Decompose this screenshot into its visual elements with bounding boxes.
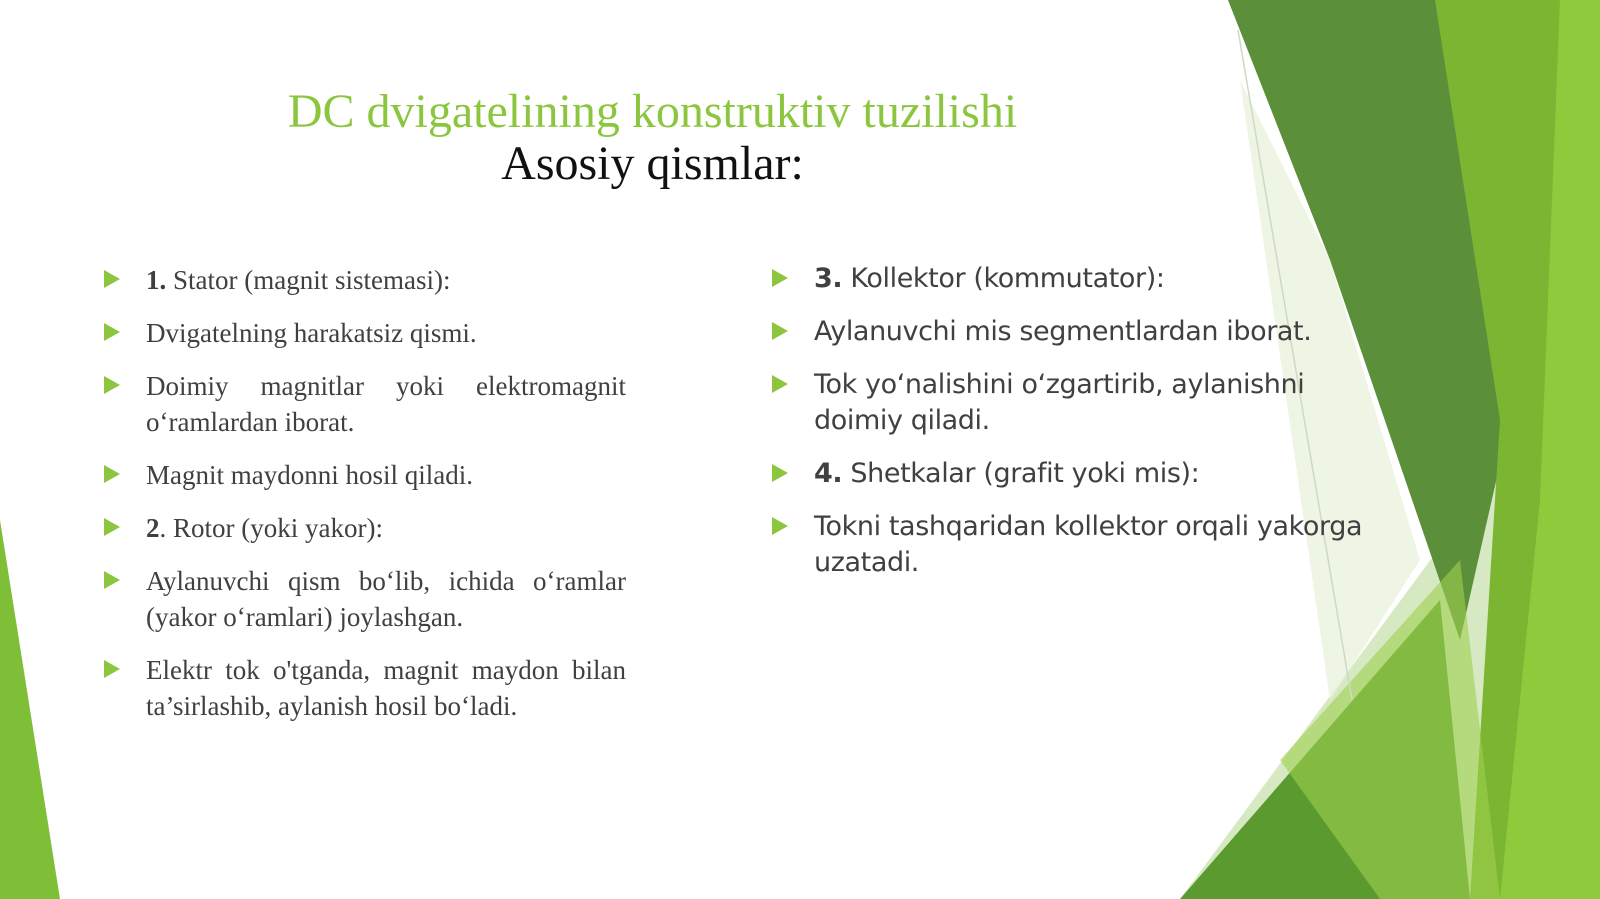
item-text: Magnit maydonni hosil qiladi.: [146, 460, 473, 490]
item-text: Stator (magnit sistemasi):: [166, 265, 451, 295]
list-item: [100, 510, 626, 546]
slide-title: DC dvigatelining konstruktiv tuzilishi: [287, 85, 1018, 138]
triangle-right-icon: [104, 518, 120, 536]
list-item: [768, 314, 1368, 350]
title-block: [120, 85, 1185, 190]
list-item: [100, 652, 626, 724]
item-number: 2: [146, 513, 160, 543]
triangle-right-icon: [772, 464, 788, 482]
item-number: 4.: [814, 458, 843, 489]
list-item: [100, 262, 626, 298]
item-text: Kollektor (kommutator):: [842, 263, 1165, 294]
list-item: [100, 563, 626, 635]
triangle-right-icon: [104, 323, 120, 341]
item-text: Tok yo‘nalishini o‘zgartirib, aylanishni doimiy qiladi.: [814, 369, 1305, 436]
left-bullet-list: [100, 262, 626, 741]
triangle-right-icon: [104, 270, 120, 288]
triangle-right-icon: [104, 660, 120, 678]
item-text: Tokni tashqaridan kollektor orqali yakorga uzatadi.: [814, 511, 1363, 578]
item-text: Aylanuvchi mis segmentlardan iborat.: [814, 316, 1312, 347]
triangle-right-icon: [772, 322, 788, 340]
item-text: Aylanuvchi qism bo‘lib, ichida o‘ramlar (yakor o‘ramlari) joylashgan.: [146, 566, 626, 632]
item-number: 1.: [146, 265, 167, 295]
triangle-right-icon: [772, 375, 788, 393]
item-text: Doimiy magnitlar yoki elektromagnit o‘ramlardan iborat.: [146, 371, 626, 437]
item-text: Dvigatelning harakatsiz qismi.: [146, 318, 477, 348]
slide-subtitle: Asosiy qismlar:: [501, 137, 804, 190]
list-item: [768, 509, 1368, 581]
triangle-right-icon: [104, 571, 120, 589]
item-text: Elektr tok o'tganda, magnit maydon bilan ta’sirlashib, aylanish hosil bo‘ladi.: [146, 655, 626, 721]
item-number: 3.: [814, 263, 843, 294]
list-item: [768, 367, 1368, 439]
triangle-right-icon: [104, 465, 120, 483]
triangle-right-icon: [772, 517, 788, 535]
triangle-right-icon: [104, 376, 120, 394]
triangle-right-icon: [772, 269, 788, 287]
list-item: [768, 261, 1368, 297]
list-item: [768, 456, 1368, 492]
list-item: [100, 368, 626, 440]
list-item: [100, 457, 626, 493]
item-text: . Rotor (yoki yakor):: [159, 513, 383, 543]
right-bullet-list: [768, 261, 1368, 598]
list-item: [100, 315, 626, 351]
deco-shape-left: [0, 520, 60, 899]
item-text: Shetkalar (grafit yoki mis):: [842, 458, 1200, 489]
